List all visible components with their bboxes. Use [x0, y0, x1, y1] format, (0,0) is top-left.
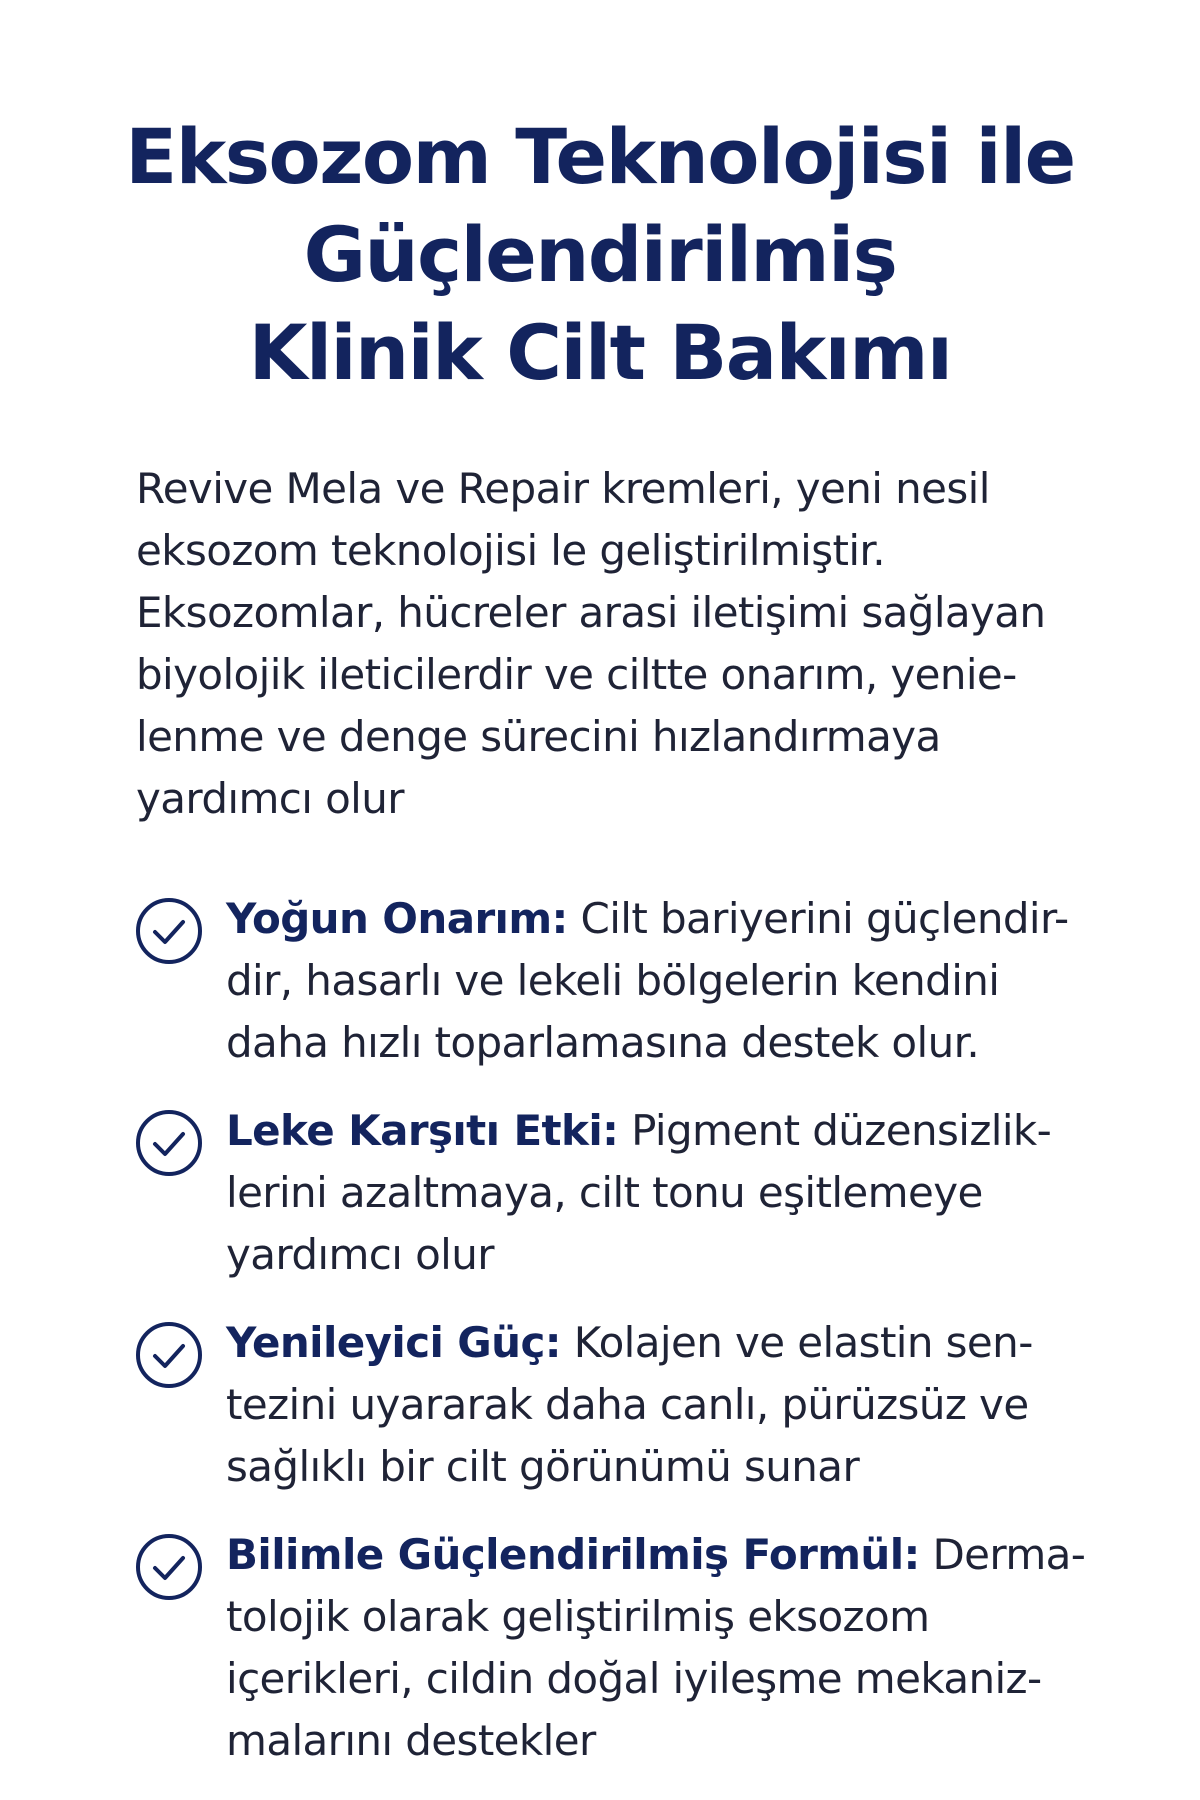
feature-line: içerikleri, cildin doğal iyileşme mekaniz- [226, 1654, 1042, 1703]
feature-heading: Bilimle Güçlendirilmiş Formül: [226, 1530, 920, 1579]
check-circle-icon [134, 1108, 204, 1178]
feature-line: malarını destekler [226, 1716, 596, 1765]
feature-line: tolojik olarak geliştirilmiş eksozom [226, 1592, 930, 1641]
feature-heading: Leke Karşıtı Etki: [226, 1106, 619, 1155]
title-line: Klinik Cilt Bakımı [248, 308, 952, 397]
feature-heading: Yoğun Onarım: [226, 894, 568, 943]
intro-line: Eksozomlar, hücreler arasi iletişimi sağlayan [136, 588, 1046, 637]
feature-text [226, 1524, 1106, 1772]
check-circle-icon [134, 896, 204, 966]
check-circle-icon [134, 1532, 204, 1602]
feature-line: yardımcı olur [226, 1230, 494, 1279]
feature-heading: Yenileyici Güç: [226, 1318, 561, 1367]
feature-line: dir, hasarlı ve lekeli bölgelerin kendini [226, 956, 1000, 1005]
feature-text [226, 1312, 1106, 1498]
feature-line: tezini uyararak daha canlı, pürüzsüz ve [226, 1380, 1029, 1429]
intro-line: eksozom teknolojisi le geliştirilmiştir. [136, 526, 885, 575]
feature-first-line [226, 888, 1106, 950]
feature-first-line-rest: Kolajen ve elastin sen- [560, 1318, 1033, 1367]
feature-line: sağlıklı bir cilt görünümü sunar [226, 1442, 860, 1491]
title-line: Güçlendirilmiş [303, 210, 897, 299]
intro-line: yardımcı olur [136, 774, 404, 823]
feature-first-line-rest: Cilt bariyerini güçlendir- [567, 894, 1069, 943]
intro-line: biyolojik ileticilerdir ve ciltte onarım, yenie- [136, 650, 1017, 699]
feature-first-line-rest: Derma- [919, 1530, 1086, 1579]
feature-first-line [226, 1312, 1106, 1374]
title-line: Eksozom Teknolojisi ile [125, 112, 1075, 201]
intro-line: lenme ve denge sürecini hızlandırmaya [136, 712, 941, 761]
feature-text [226, 888, 1106, 1074]
intro-line: Revive Mela ve Repair kremleri, yeni nesil [136, 464, 990, 513]
feature-line: daha hızlı toparlamasına destek olur. [226, 1018, 980, 1067]
check-circle-icon [134, 1320, 204, 1390]
feature-first-line [226, 1100, 1106, 1162]
feature-first-line [226, 1524, 1106, 1586]
feature-first-line-rest: Pigment düzensizlik- [618, 1106, 1052, 1155]
feature-line: lerini azaltmaya, cilt tonu eşitlemeye [226, 1168, 983, 1217]
feature-text [226, 1100, 1106, 1286]
